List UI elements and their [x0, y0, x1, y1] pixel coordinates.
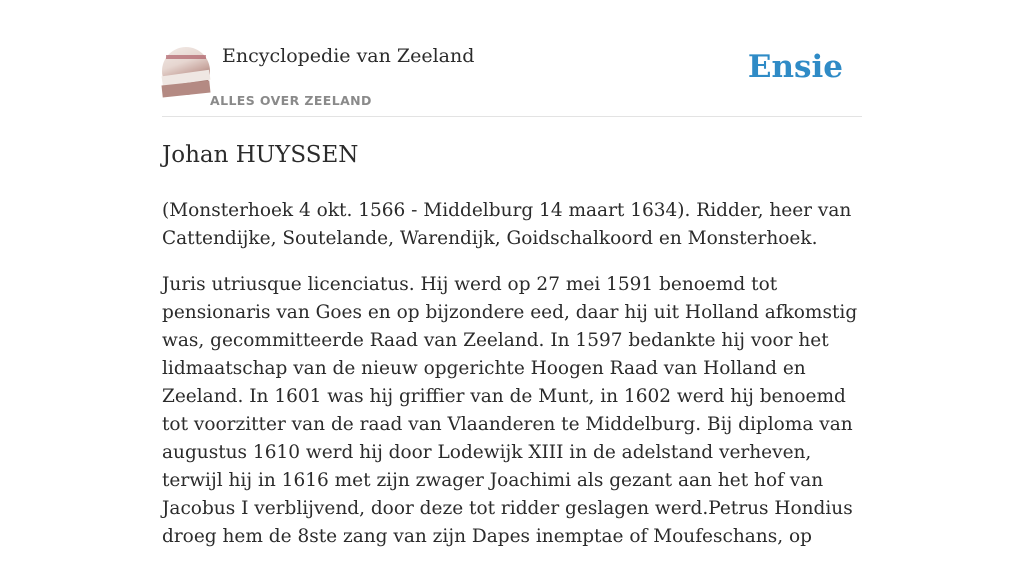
site-title-link[interactable]: Encyclopedie van Zeeland — [222, 45, 475, 67]
site-subtitle: ALLES OVER ZEELAND — [210, 93, 372, 108]
article-paragraph-body: Juris utriusque licenciatus. Hij werd op 27 mei 1591 benoemd tot pensionaris van Goes en op bijzondere eed, daar hij uit Holland afkomstig was, gecommitteerde Raad van Zeeland. In 1597 bedankte hij voor het lidmaatschap van de nieuw opgerichte Hoogen Raad van Holland en Zeeland. In 1601 was hij griffier van de Munt, in 1602 werd hij benoemd tot voorzitter van de raad van Vlaanderen te Middelburg. Bij diploma van augustus 1610 werd hij door Lodewijk XIII in de adelstand verheven, terwijl hij in 1616 met zijn zwager Joachimi als gezant aan het hof van Jacobus I verblijvend, door deze tot ridder geslagen werd.Petrus Hondius droeg hem de 8ste zang van zijn Dapes inemptae of Moufeschans, op — [162, 274, 858, 547]
article-content — [162, 138, 862, 569]
ensie-brand-logo[interactable]: Ensie — [747, 49, 843, 85]
article-paragraph-intro: (Monsterhoek 4 okt. 1566 - Middelburg 14 maart 1634). Ridder, heer van Cattendijke, Soutelande, Warendijk, Goidschalkoord en Monsterhoek. — [162, 200, 852, 249]
site-header — [162, 0, 862, 117]
article-title: Johan HUYSSEN — [162, 142, 359, 168]
site-logo-avatar[interactable] — [162, 47, 210, 95]
